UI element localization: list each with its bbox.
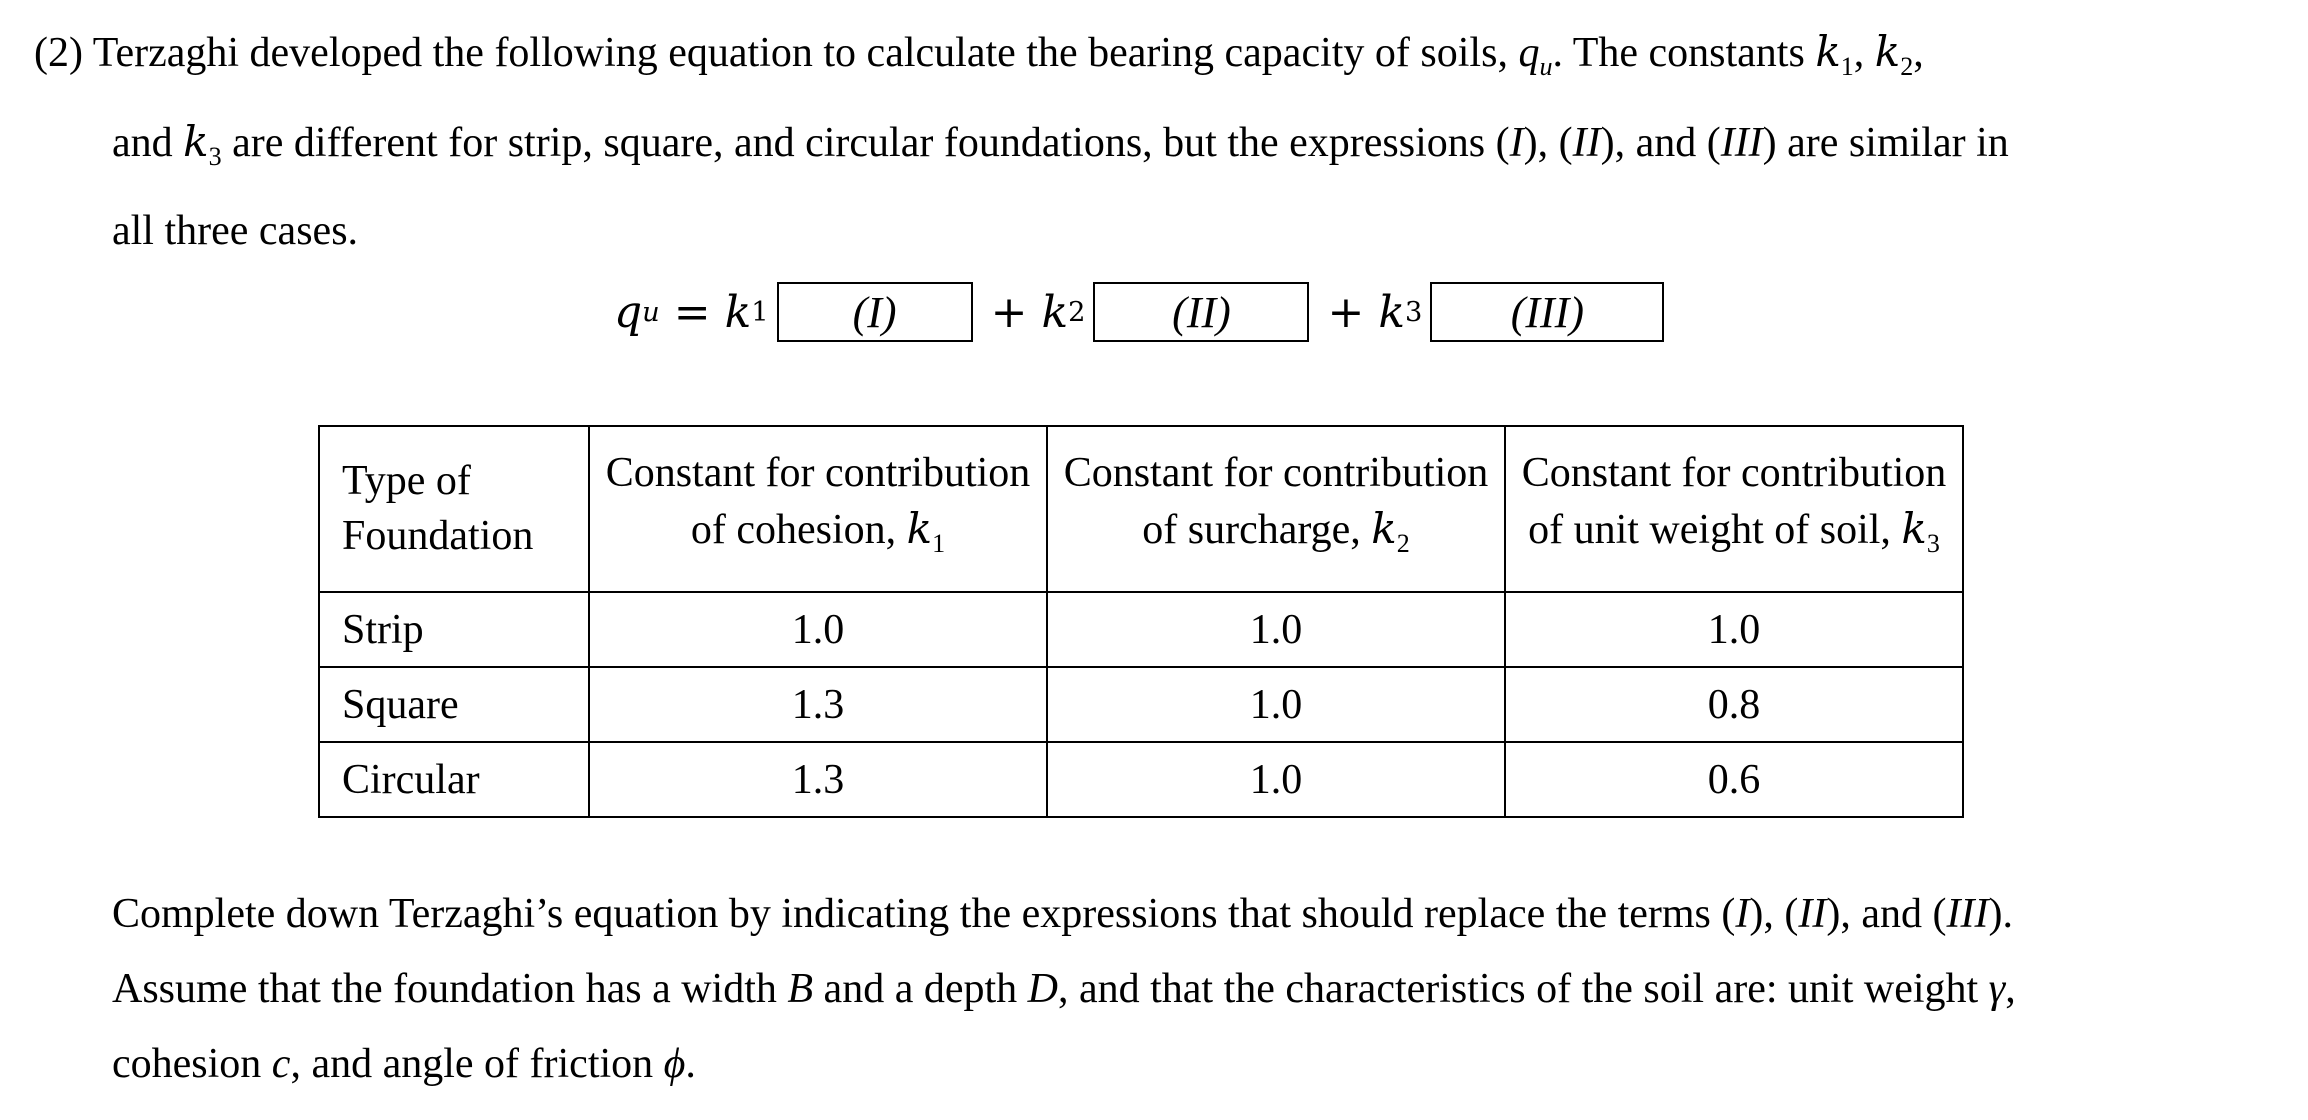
table-cell: 1.0 (589, 592, 1047, 667)
header-type-of-foundation: Type of Foundation (319, 426, 589, 592)
foundation-constants-table (318, 425, 1964, 818)
table-header-row (319, 426, 1963, 592)
table-cell: 1.0 (1047, 667, 1505, 742)
intro-paragraph: (2) Terzaghi developed the following equation to calculate the bearing capacity of soils, $q_u$. The constants $k_1$, $k_2$, and $k_3$ are different for strip, square, and circular foundations, but the expressions (I), (II), and (III) are similar in all three cases. (34, 27, 2009, 255)
table-cell: 1.3 (589, 667, 1047, 742)
header-surcharge: Constant for contribution of surcharge, $k_2$ (1047, 426, 1505, 592)
table-cell: 0.6 (1505, 742, 1963, 817)
table-cell: 0.8 (1505, 667, 1963, 742)
table-row (319, 667, 1963, 742)
problem-number: (2) (34, 30, 83, 76)
terzaghi-equation: q u = k 1 (I) + k 2 (II) + k 3 (III) (614, 280, 1664, 344)
table-cell: 1.3 (589, 742, 1047, 817)
header-cohesion: Constant for contribution of cohesion, $k_1$ (589, 426, 1047, 592)
row-label: Square (319, 667, 589, 742)
term-box-2: (II) (1093, 282, 1309, 342)
row-label: Strip (319, 592, 589, 667)
table-cell: 1.0 (1047, 742, 1505, 817)
question-paragraph: Complete down Terzaghi’s equation by indicating the expressions that should replace the terms (I), (II), and (III). Assume that the foundation has a width B and a depth D, and that the characteristics of the soil are: unit weight γ, cohesion c, and angle of friction ϕ. (112, 891, 2016, 1087)
table-row (319, 592, 1963, 667)
header-unit-weight: Constant for contribution of unit weight of soil, $k_3$ (1505, 426, 1963, 592)
row-label: Circular (319, 742, 589, 817)
table-cell: 1.0 (1047, 592, 1505, 667)
table-cell: 1.0 (1505, 592, 1963, 667)
term-box-1: (I) (777, 282, 973, 342)
table-row (319, 742, 1963, 817)
term-box-3: (III) (1430, 282, 1664, 342)
